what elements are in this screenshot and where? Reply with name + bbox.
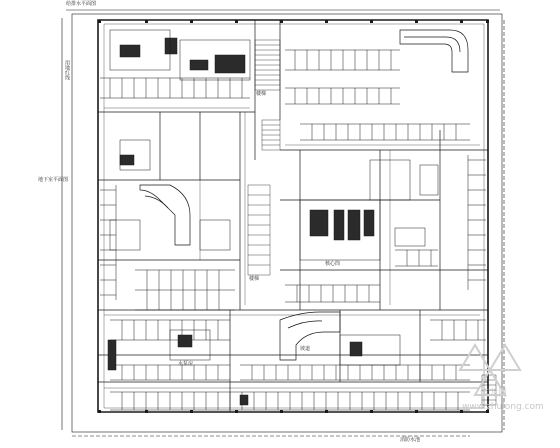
ramps (140, 30, 468, 360)
watermark-logo-text: 筑龙网 (480, 389, 508, 399)
building-outline (98, 20, 488, 412)
ramp-tag: 坡道 (300, 346, 311, 352)
inner-walls (98, 20, 488, 412)
equipment-outlines (110, 30, 438, 365)
stair-tag-2: 楼梯 (249, 276, 260, 282)
bottom-note: 消防水池 (400, 437, 421, 443)
stair-tag-1: 楼梯 (256, 91, 267, 97)
equipment-blocks (108, 38, 374, 405)
site-boundary (62, 10, 504, 436)
top-left-note: 给排水平面图 (66, 1, 97, 7)
parking-stalls (100, 50, 486, 410)
pump-room-tag: 水泵房 (178, 361, 194, 367)
pipe-runs (104, 24, 484, 408)
left-side-note: 地下室平面图 (38, 177, 69, 183)
boundary-note: 用地红线 (64, 60, 70, 80)
structural-columns (98, 20, 489, 413)
watermark-url: www.zhulong.com (462, 402, 544, 412)
core-tag: 核心筒 (325, 261, 341, 267)
